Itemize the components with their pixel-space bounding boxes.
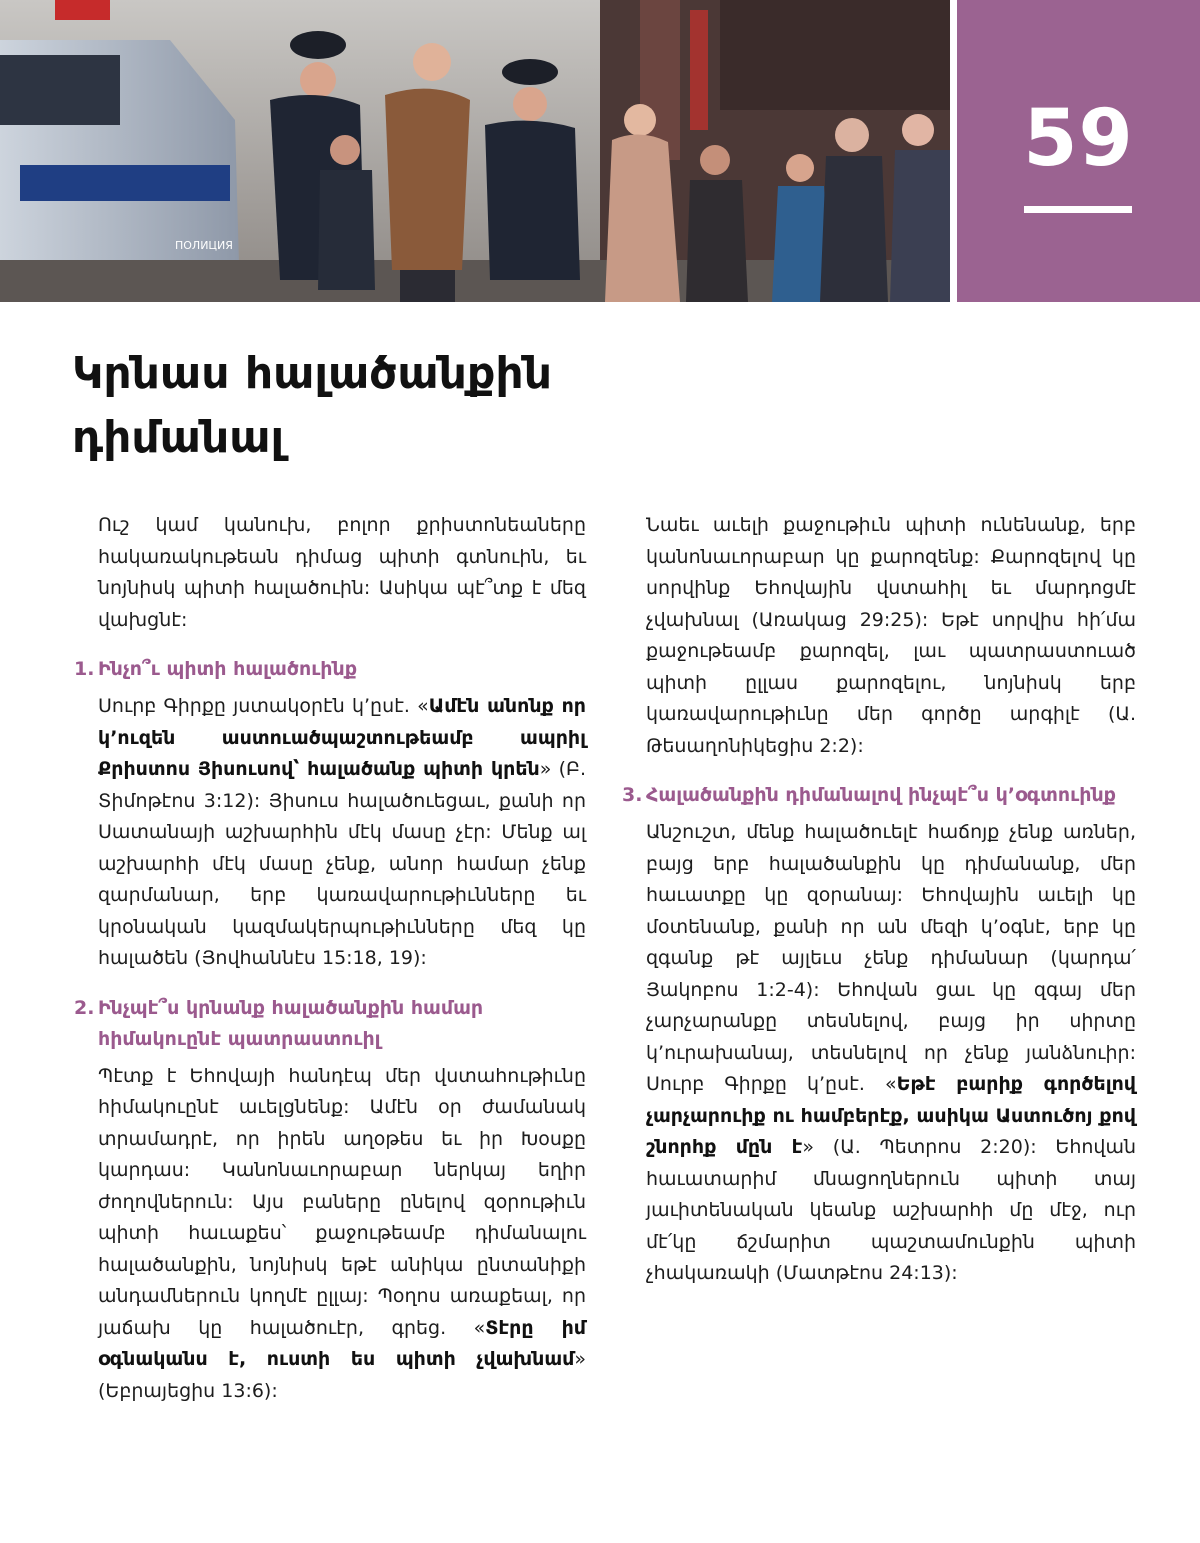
- lesson-number-badge: [957, 0, 1200, 302]
- intro-paragraph: Ուշ կամ կանուխ, բոլոր քրիստոնեաները հակառակութեան դիմաց պիտի գտնուին, եւ նոյնիսկ պիտի հալածուին: Ասիկա պէ՞տք է մեզ վախցնէ:: [98, 514, 586, 631]
- left-column: [74, 510, 586, 1407]
- scripture-quote: Ամէն անոնք որ կ’ուզեն աստուածպաշտութեամբ ապրիլ Քրիստոս Յիսուսով՝ հալածանք պիտի կրեն: [98, 695, 586, 780]
- header-photo: [0, 0, 950, 302]
- lesson-number: 59: [1023, 94, 1134, 184]
- body-text: Անշուշտ, մենք հալածուելէ հաճոյք չենք առներ, բայց երբ հալածանքին կը դիմանանք, մեր հաւատքը կը զօրանայ: Եհովային աւելի կը մօտենանք, քանի որ ան մեզի կ’օգնէ, երբ կը զգանք թէ այլեւս չենք դիմանար (կարդա՛ Յակոբոս 1:2-4): Եհովան ցաւ կը զգայ մեր չարչարանքը տեսնելով, բայց իր սիրտը կ’ուրախանայ, տեսնելով որ չենք յանձնուիր: Սուրբ Գիրքը կ’ըսէ. «: [646, 821, 1136, 1095]
- badge-underline: [1024, 206, 1132, 213]
- section-heading-2: [74, 993, 586, 1055]
- section-heading-3: [622, 780, 1136, 811]
- police-escort-photo: [0, 0, 950, 302]
- body-text: » (Ա. Պետրոս 2:20): Եհովան հաւատարիմ մնացողներուն պիտի տայ յաւիտենական կեանք աշխարհի մը մէջ, ուր մէ՛կը ճշմարիտ պաշտամունքին պիտի չհակառակի (Մատթէոս 24:13):: [646, 1136, 1136, 1284]
- van-sign: ПОЛИЦИЯ: [175, 239, 233, 252]
- scripture-quote: Եթէ բարիք գործելով չարչարուիք ու համբերէք, ասիկա Աստուծոյ քով շնորհք մըն է: [646, 1073, 1136, 1158]
- continued-paragraph: Նաեւ աւելի քաջութիւն պիտի ունենանք, երբ կանոնաւորաբար կը քարոզենք: Քարոզելով կը սորվինք Եհովային վստահիլ եւ մարդոցմէ չվախնալ (Առակաց 29:25): Եթէ սորվիս հի՛մա քաջութեամբ քարոզել, լաւ պատրաստուած պիտի ըլլաս քարոզելու, նոյնիսկ երբ կառավարութիւնը մեր գործը արգիլէ (Ա. Թեսաղոնիկեցիս 2:2):: [646, 514, 1136, 757]
- section-body-1: [74, 691, 586, 975]
- right-column: [622, 510, 1136, 1290]
- section-heading-text: Ինչպէ՞ս կրնանք հալածանքին համար հիմակուընէ պատրաստուիլ: [98, 996, 484, 1050]
- section-body-2: [74, 1061, 586, 1408]
- body-text: Սուրբ Գիրքը յստակօրէն կ’ըսէ. «: [98, 695, 429, 717]
- section-number: 1.: [74, 658, 95, 680]
- section-heading-text: Ինչո՞ւ պիտի հալածուինք: [98, 658, 358, 680]
- page-title: Կրնաս հալածանքին դիմանալ: [72, 348, 552, 463]
- section-number: 2.: [74, 996, 95, 1019]
- scripture-quote: Տէրը իմ օգնականս է, ուստի ես պիտի չվախնամ: [98, 1316, 586, 1370]
- section-number: 3.: [622, 784, 643, 806]
- body-text: » (Բ. Տիմոթէոս 3:12): Յիսուս հալածուեցաւ, քանի որ Սատանայի աշխարհին մէկ մասը չէր: Մենք ալ աշխարհի մէկ մասը չենք, անոր համար չենք զարմանար, երբ կառավարութիւնները եւ կրօնական կազմակերպութիւնները մեզ կը հալածեն (Յովհաննէս 15:18, 19):: [98, 758, 586, 969]
- body-text: » (Եբրայեցիս 13:6):: [98, 1348, 586, 1402]
- section-heading-1: [74, 654, 586, 685]
- section-heading-text: Հալածանքին դիմանալով ինչպէ՞ս կ’օգտուինք: [646, 784, 1116, 806]
- section-body-3: [622, 817, 1136, 1290]
- body-text: Պէտք է Եհովայի հանդէպ մեր վստահութիւնը հիմակուընէ աւելցնենք: Ամէն օր ժամանակ տրամադրէ, որ իրեն աղօթես եւ իր Խօսքը կարդաս: Կանոնաւորաբար ներկայ եղիր ժողովներուն: Այս բաները ընելով զօրութիւն պիտի հաւաքես՝ քաջութեամբ դիմանալու հալածանքին, նոյնիսկ եթէ անիկա ընտանիքի անդամներուն կողմէ ըլլայ: Պօղոս առաքեալ, որ յաճախ կը հալածուէր, գրեց. «: [98, 1064, 586, 1339]
